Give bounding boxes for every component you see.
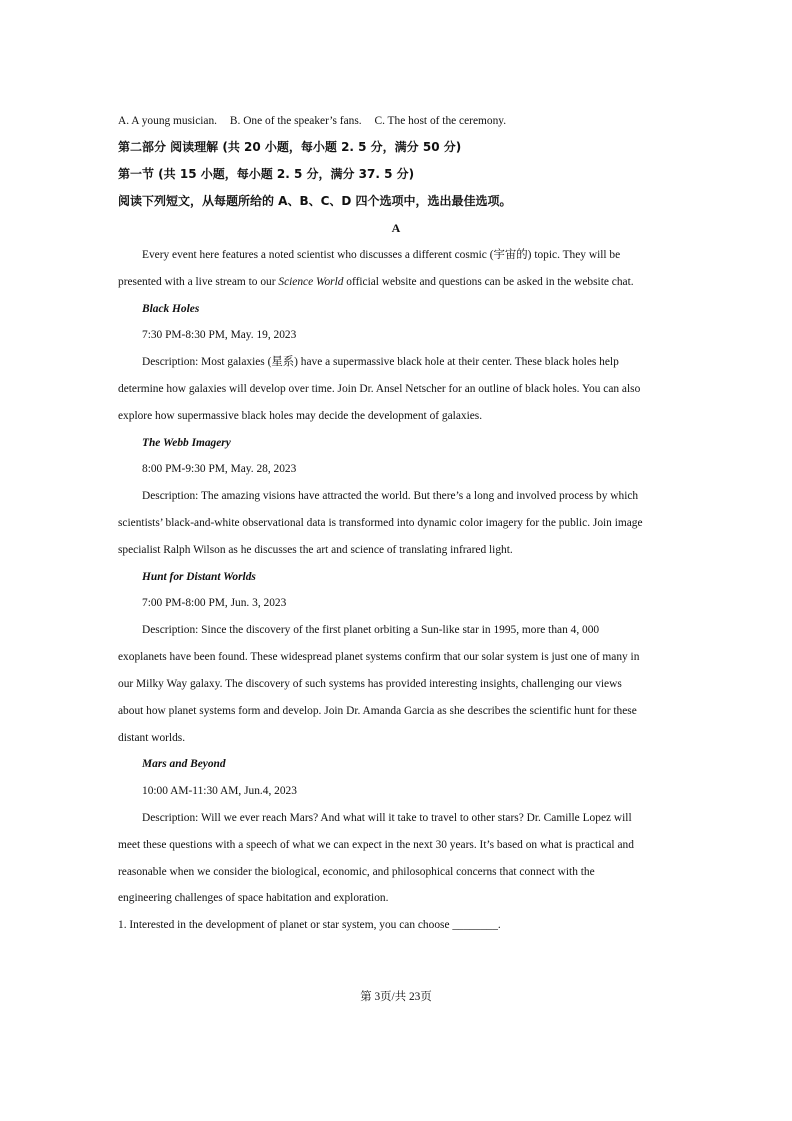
event-description: Description: Most galaxies (星系) have a supermassive black hole at their center. These black holes help — [142, 356, 619, 368]
event-description: determine how galaxies will develop over time. Join Dr. Ansel Netscher for an outline of black holes. You can also — [118, 383, 641, 395]
event-description: Description: Since the discovery of the first planet orbiting a Sun-like star in 1995, more than 4, 000 — [142, 624, 600, 636]
event-description: engineering challenges of space habitation and exploration. — [118, 892, 389, 904]
intro-line-1: Every event here features a noted scientist who discusses a different cosmic (宇宙的) topic. They will be — [142, 249, 621, 261]
question-1: 1. Interested in the development of planet or star system, you can choose ________. — [118, 919, 501, 931]
section1-heading: 第一节 (共 15 小题，每小题 2. 5 分，满分 37. 5 分) — [118, 167, 415, 181]
event-description: distant worlds. — [118, 732, 186, 744]
event-title: The Webb Imagery — [142, 437, 231, 449]
event-time: 7:00 PM-8:00 PM, Jun. 3, 2023 — [142, 597, 287, 609]
event-description: meet these questions with a speech of what we can expect in the next 30 years. It’s based on what is practical and — [118, 839, 634, 851]
event-description: scientists’ black-and-white observational data is transformed into dynamic color imagery for the public. Join image — [118, 517, 643, 529]
event-description: explore how supermassive black holes may decide the development of galaxies. — [118, 410, 483, 422]
event-time: 7:30 PM-8:30 PM, May. 19, 2023 — [142, 329, 297, 341]
previous-question-options — [118, 114, 678, 128]
intro-text-end: official website and questions can be asked in the website chat. — [343, 276, 634, 288]
intro-line-2 — [118, 275, 678, 289]
passage-label: A — [391, 221, 401, 235]
event-title: Black Holes — [142, 303, 200, 315]
event-description: about how planet systems form and develop. Join Dr. Amanda Garcia as she describes the scientific hunt for these — [118, 705, 637, 717]
event-description: reasonable when we consider the biological, economic, and philosophical concerns that connect with the — [118, 866, 595, 878]
event-description: Description: The amazing visions have attracted the world. But there’s a long and involved process by which — [142, 490, 639, 502]
section2-heading: 第二部分 阅读理解 (共 20 小题，每小题 2. 5 分，满分 50 分) — [118, 140, 462, 154]
event-title: Hunt for Distant Worlds — [142, 571, 256, 583]
option-c: C. The host of the ceremony. — [374, 115, 507, 127]
event-title: Mars and Beyond — [142, 758, 226, 770]
event-description: our Milky Way galaxy. The discovery of such systems has provided interesting insights, challenging our views — [118, 678, 622, 690]
science-world-name: Science World — [278, 276, 344, 288]
event-description: specialist Ralph Wilson as he discusses the art and science of translating infrared light. — [118, 544, 513, 556]
event-description: Description: Will we ever reach Mars? And what will it take to travel to other stars? Dr. Camille Lopez will — [142, 812, 632, 824]
event-description: exoplanets have been found. These widespread planet systems confirm that our solar system is just one of many in — [118, 651, 640, 663]
event-time: 8:00 PM-9:30 PM, May. 28, 2023 — [142, 463, 297, 475]
option-b: B. One of the speaker’s fans. — [229, 115, 362, 127]
option-a: A. A young musician. — [118, 115, 218, 127]
instruction: 阅读下列短文，从每题所给的 A、B、C、D 四个选项中，选出最佳选项。 — [118, 194, 512, 208]
page-footer: 第 3页/共 23页 — [360, 991, 432, 1003]
intro-text: presented with a live stream to our — [118, 276, 279, 288]
event-time: 10:00 AM-11:30 AM, Jun.4, 2023 — [142, 785, 297, 797]
